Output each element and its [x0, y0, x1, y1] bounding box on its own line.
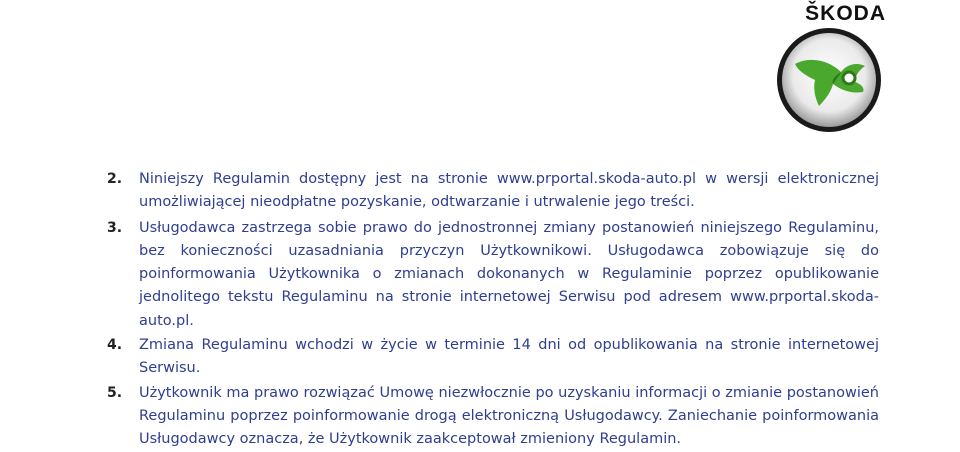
item-text: Usługodawca zastrzega sobie prawo do jednostronnej zmiany postanowień niniejszego Regulaminu, bez konieczności uzasadniania przyczyn Użytkownikowi. Usługodawca zobowiązuje się do poinformowania Użytkownika o zmianach dokonanych w Regulaminie poprzez opublikowanie jednolitego tekstu Regulaminu na stronie internetowej Serwisu pod adresem www.prportal.skoda-auto.pl.: [139, 219, 879, 329]
item-number: 2.: [107, 171, 123, 187]
item-text: Zmiana Regulaminu wchodzi w życie w terminie 14 dni od opublikowania na stronie internetowej Serwisu.: [139, 337, 879, 377]
terms-document: [107, 168, 879, 452]
item-text: Niniejszy Regulamin dostępny jest na stronie www.prportal.skoda-auto.pl w wersji elektronicznej umożliwiającej nieodpłatne pozyskanie, odtwarzanie i utrwalenie jego treści.: [139, 171, 879, 211]
item-number: 3.: [107, 219, 123, 236]
skoda-logo-icon: [775, 26, 883, 134]
list-item: [107, 334, 879, 381]
item-text: Użytkownik ma prawo rozwiązać Umowę niezwłocznie po uzyskaniu informacji o zmianie postanowień Regulaminu poprzez poinformowanie drogą elektroniczną Usługodawcy. Zaniechanie poinformowania Usługodawcy oznacza, że Użytkownik zaakceptował zmieniony Regulamin.: [139, 384, 879, 448]
item-number: 4.: [107, 337, 123, 354]
brand-header: [0, 0, 960, 140]
list-item: [107, 168, 879, 215]
list-item: [107, 217, 879, 333]
item-number: 5.: [107, 384, 123, 401]
list-item: [107, 382, 879, 452]
skoda-wordmark: ŠKODA: [805, 2, 886, 25]
